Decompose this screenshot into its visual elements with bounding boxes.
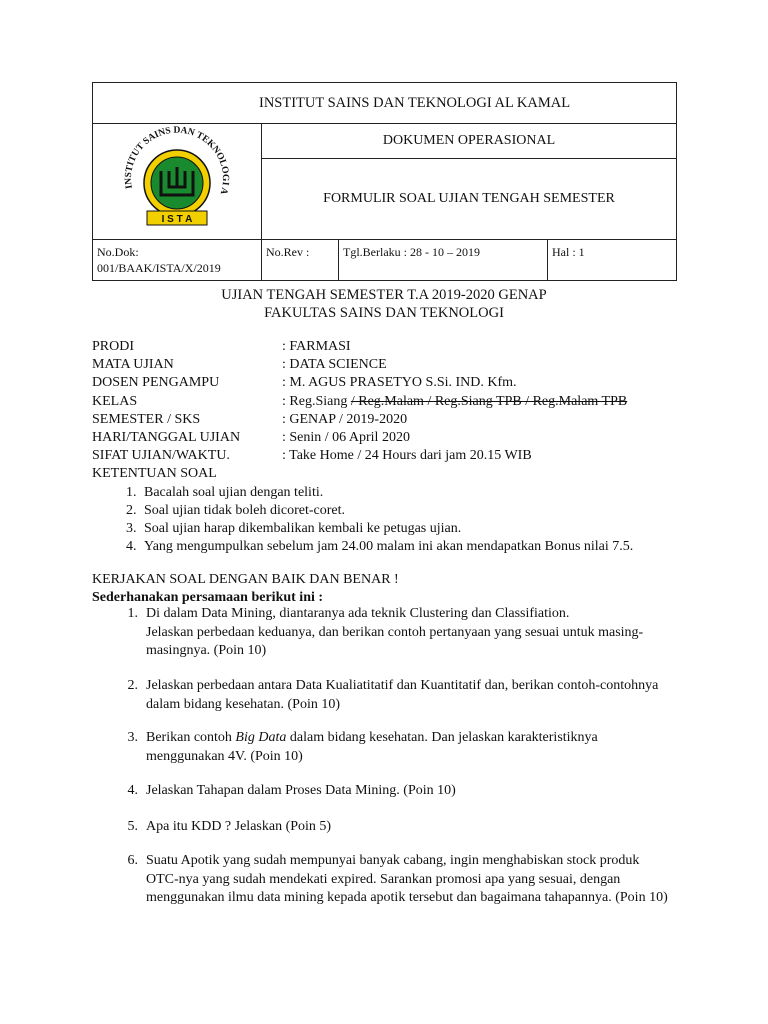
no-dok-cell — [93, 240, 262, 281]
question-number: 1. — [127, 606, 138, 621]
question-item — [92, 605, 662, 661]
info-row-kelas — [92, 393, 633, 411]
info-key: KELAS — [92, 393, 138, 409]
info-value: : DATA SCIENCE — [282, 357, 387, 373]
form-title-cell — [262, 159, 677, 240]
question-text — [146, 729, 662, 766]
faculty-title: FAKULTAS SAINS DAN TEKNOLOGI — [264, 305, 504, 321]
info-row-hari — [92, 429, 633, 447]
info-key: HARI/TANGGAL UJIAN — [92, 430, 241, 446]
question-line: Di dalam Data Mining, diantaranya ada teknik Clustering dan Classifiation. — [146, 606, 570, 621]
info-key: SEMESTER / SKS — [92, 411, 201, 427]
exam-info — [92, 338, 633, 556]
instruction-main: KERJAKAN SOAL DENGAN BAIK DAN BENAR ! — [92, 572, 399, 587]
question-number: 5. — [127, 819, 138, 834]
rule-item: 1. Bacalah soal ujian dengan teliti. — [140, 484, 633, 502]
question-item — [92, 677, 662, 714]
info-value: : Take Home / 24 Hours dari jam 20.15 WIB — [282, 448, 532, 464]
question-text: Apa itu KDD ? Jelaskan (Poin 5) — [146, 819, 332, 834]
rule-item: 4. Yang mengumpulkan sebelum jam 24.00 malam ini akan mendapatkan Bonus nilai 7.5. — [140, 538, 633, 556]
info-key: DOSEN PENGAMPU — [92, 375, 220, 391]
info-value — [282, 393, 627, 411]
info-value: : FARMASI — [282, 339, 351, 354]
question-em: Big Data — [235, 730, 287, 745]
no-rev: No.Rev : — [266, 245, 310, 259]
form-title: FORMULIR SOAL UJIAN TENGAH SEMESTER — [323, 191, 615, 206]
info-key: PRODI — [92, 339, 135, 354]
question-item — [92, 782, 662, 801]
doc-type-cell — [262, 124, 677, 159]
info-value: : Senin / 06 April 2020 — [282, 430, 410, 446]
tgl-berlaku-cell — [339, 240, 548, 281]
info-value: : GENAP / 2019-2020 — [282, 411, 408, 427]
question-text: Jelaskan perbedaan antara Data Kualiatitatif dan Kuantitatif dan, berikan contoh-contohnya dalam bidang kesehatan. (Poin 10) — [146, 678, 659, 712]
rules-list — [92, 484, 633, 557]
exam-title: UJIAN TENGAH SEMESTER T.A 2019-2020 GENAP — [221, 287, 547, 303]
question-pre: Berikan contoh — [146, 730, 236, 745]
logo-cell — [93, 124, 262, 240]
info-row-prodi — [92, 338, 633, 356]
info-key: SIFAT UJIAN/WAKTU. — [92, 448, 230, 464]
header-table — [92, 82, 677, 281]
question-line: Jelaskan perbedaan keduanya, dan berikan contoh pertanyaan yang sesuai untuk masing-masingnya. (Poin 10) — [146, 624, 644, 658]
no-dok-value: 001/BAAK/ISTA/X/2019 — [97, 261, 221, 275]
rule-item: 2. Soal ujian tidak boleh dicoret-coret. — [140, 502, 633, 520]
no-rev-cell — [262, 240, 339, 281]
institution-cell — [93, 83, 677, 124]
info-row-sifat — [92, 447, 633, 465]
doc-type: DOKUMEN OPERASIONAL — [382, 133, 556, 148]
question-item — [92, 729, 662, 766]
kelas-selected: : Reg.Siang — [282, 393, 351, 409]
question-number: 4. — [127, 783, 138, 798]
no-dok-label: No.Dok: — [97, 245, 139, 259]
info-value: : M. AGUS PRASETYO S.Si. IND. Kfm. — [282, 375, 517, 391]
info-row-semester — [92, 411, 633, 429]
hal: Hal : 1 — [552, 245, 585, 259]
question-item — [92, 818, 662, 837]
tgl-berlaku: Tgl.Berlaku : 28 - 10 – 2019 — [343, 245, 480, 259]
question-text — [146, 605, 662, 661]
hal-cell — [548, 240, 677, 281]
ista-logo-icon — [112, 125, 242, 233]
logo-banner-text: I S T A — [161, 214, 193, 225]
instruction-sub: Sederhanakan persamaan berikut ini : — [92, 590, 324, 605]
info-key: KETENTUAN SOAL — [92, 466, 217, 482]
question-number: 2. — [127, 678, 138, 693]
question-number: 3. — [127, 730, 138, 745]
question-text: Jelaskan Tahapan dalam Proses Data Mining. (Poin 10) — [146, 783, 456, 798]
question-post: dalam bidang kesehatan. Dan jelaskan karakteristiknya menggunakan 4V. (Poin 10) — [146, 730, 602, 764]
info-row-mata — [92, 356, 633, 374]
question-item — [92, 852, 672, 908]
info-row-ketentuan — [92, 465, 633, 483]
kelas-struck: / Reg.Malam / Reg.Siang TPB / Reg.Malam TPB — [350, 393, 628, 409]
info-row-dosen — [92, 374, 633, 392]
logo-arc-text: INSTITUT SAINS DAN TEKNOLOGI A — [123, 125, 231, 196]
question-number: 6. — [127, 853, 138, 868]
question-text: Suatu Apotik yang sudah mempunyai banyak cabang, ingin menghabiskan stock produk OTC-nya yang sudah mendekati expired. Sarankan promosi apa yang sesuai, dengan menggunakan ilmu data mining kepada apotik tersebut dan bagaimana tahapannya. (Poin 10) — [146, 853, 668, 905]
institution-name: INSTITUT SAINS DAN TEKNOLOGI AL KAMAL — [259, 94, 571, 111]
info-key: MATA UJIAN — [92, 357, 174, 373]
rule-item: 3. Soal ujian harap dikembalikan kembali ke petugas ujian. — [140, 520, 633, 538]
